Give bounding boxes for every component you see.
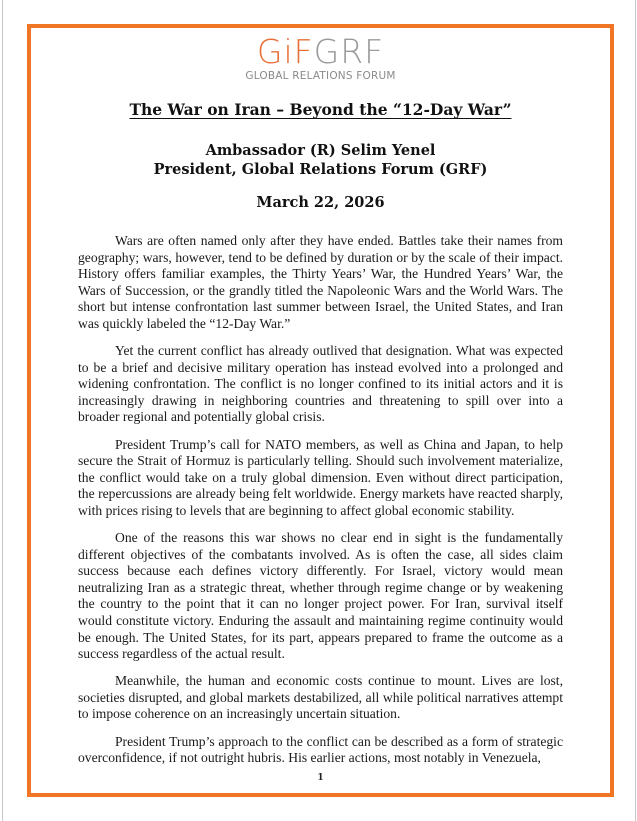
- viewer-edge-right: [635, 0, 636, 821]
- author-block: [31, 141, 610, 179]
- body-paragraph: President Trump’s call for NATO members, as well as China and Japan, to help secure the Strait of Hormuz is particularly telling. Should such involvement materialize, the conflict would take on a truly global dimension. Even without direct participation, the repercussions are already being felt worldwide. Energy markets have reacted sharply, with prices rising to levels that are beginning to affect global economic stability.: [78, 436, 563, 518]
- page-number: 1: [317, 773, 324, 783]
- body-paragraph: Yet the current conflict has already outlived that designation. What was expected to be a brief and decisive military operation has instead evolved into a prolonged and widening confrontation. The conflict is no longer confined to its initial actors and it is increasingly drawing in neighboring countries and threatening to spill over into a broader regional and potentially global crisis.: [78, 343, 563, 425]
- viewer-edge-left: [2, 0, 3, 821]
- logo-grf-text: GRF: [313, 32, 385, 71]
- author-position: President, Global Relations Forum (GRF): [153, 161, 488, 178]
- gif-grf-logo: [31, 34, 610, 82]
- body-paragraph: Meanwhile, the human and economic costs continue to mount. Lives are lost, societies disrupted, and global markets destabilized, all while political narratives attempt to impose coherence on an increasingly uncertain situation.: [78, 673, 563, 722]
- document-body: [78, 233, 563, 777]
- document-date: March 22, 2026: [256, 194, 385, 211]
- body-paragraph: President Trump’s approach to the conflict can be described as a form of strategic overconfidence, if not outright hubris. His earlier actions, most notably in Venezuela,: [78, 733, 563, 766]
- body-paragraph: One of the reasons this war shows no clear end in sight is the fundamentally different objectives of the combatants involved. As is often the case, all sides claim success because each defines victory differently. For Israel, victory would mean neutralizing Iran as a strategic threat, whether through regime change or by weakening the country to the point that it can no longer project power. For Iran, survival itself would constitute victory. Enduring the assault and maintaining regime continuity would be enough. The United States, for its part, appears prepared to frame the outcome as a success regardless of the actual result.: [78, 530, 563, 662]
- logo-mark: [31, 34, 610, 70]
- page-frame: [27, 24, 614, 797]
- document-title: The War on Iran – Beyond the “12-Day War”: [129, 100, 512, 119]
- author-name: Ambassador (R) Selim Yenel: [205, 142, 436, 159]
- logo-subtitle: GLOBAL RELATIONS FORUM: [245, 70, 396, 82]
- logo-gif-text: GiF: [256, 32, 314, 71]
- body-paragraph: Wars are often named only after they have ended. Battles take their names from geography; wars, however, tend to be defined by duration or by the scale of their impact. History offers familiar examples, the Thirty Years’ War, the Hundred Years’ War, the Wars of Succession, or the grandly titled the Napoleonic Wars and the World Wars. The short but intense confrontation last summer between Israel, the United States, and Iran was quickly labeled the “12-Day War.”: [78, 233, 563, 331]
